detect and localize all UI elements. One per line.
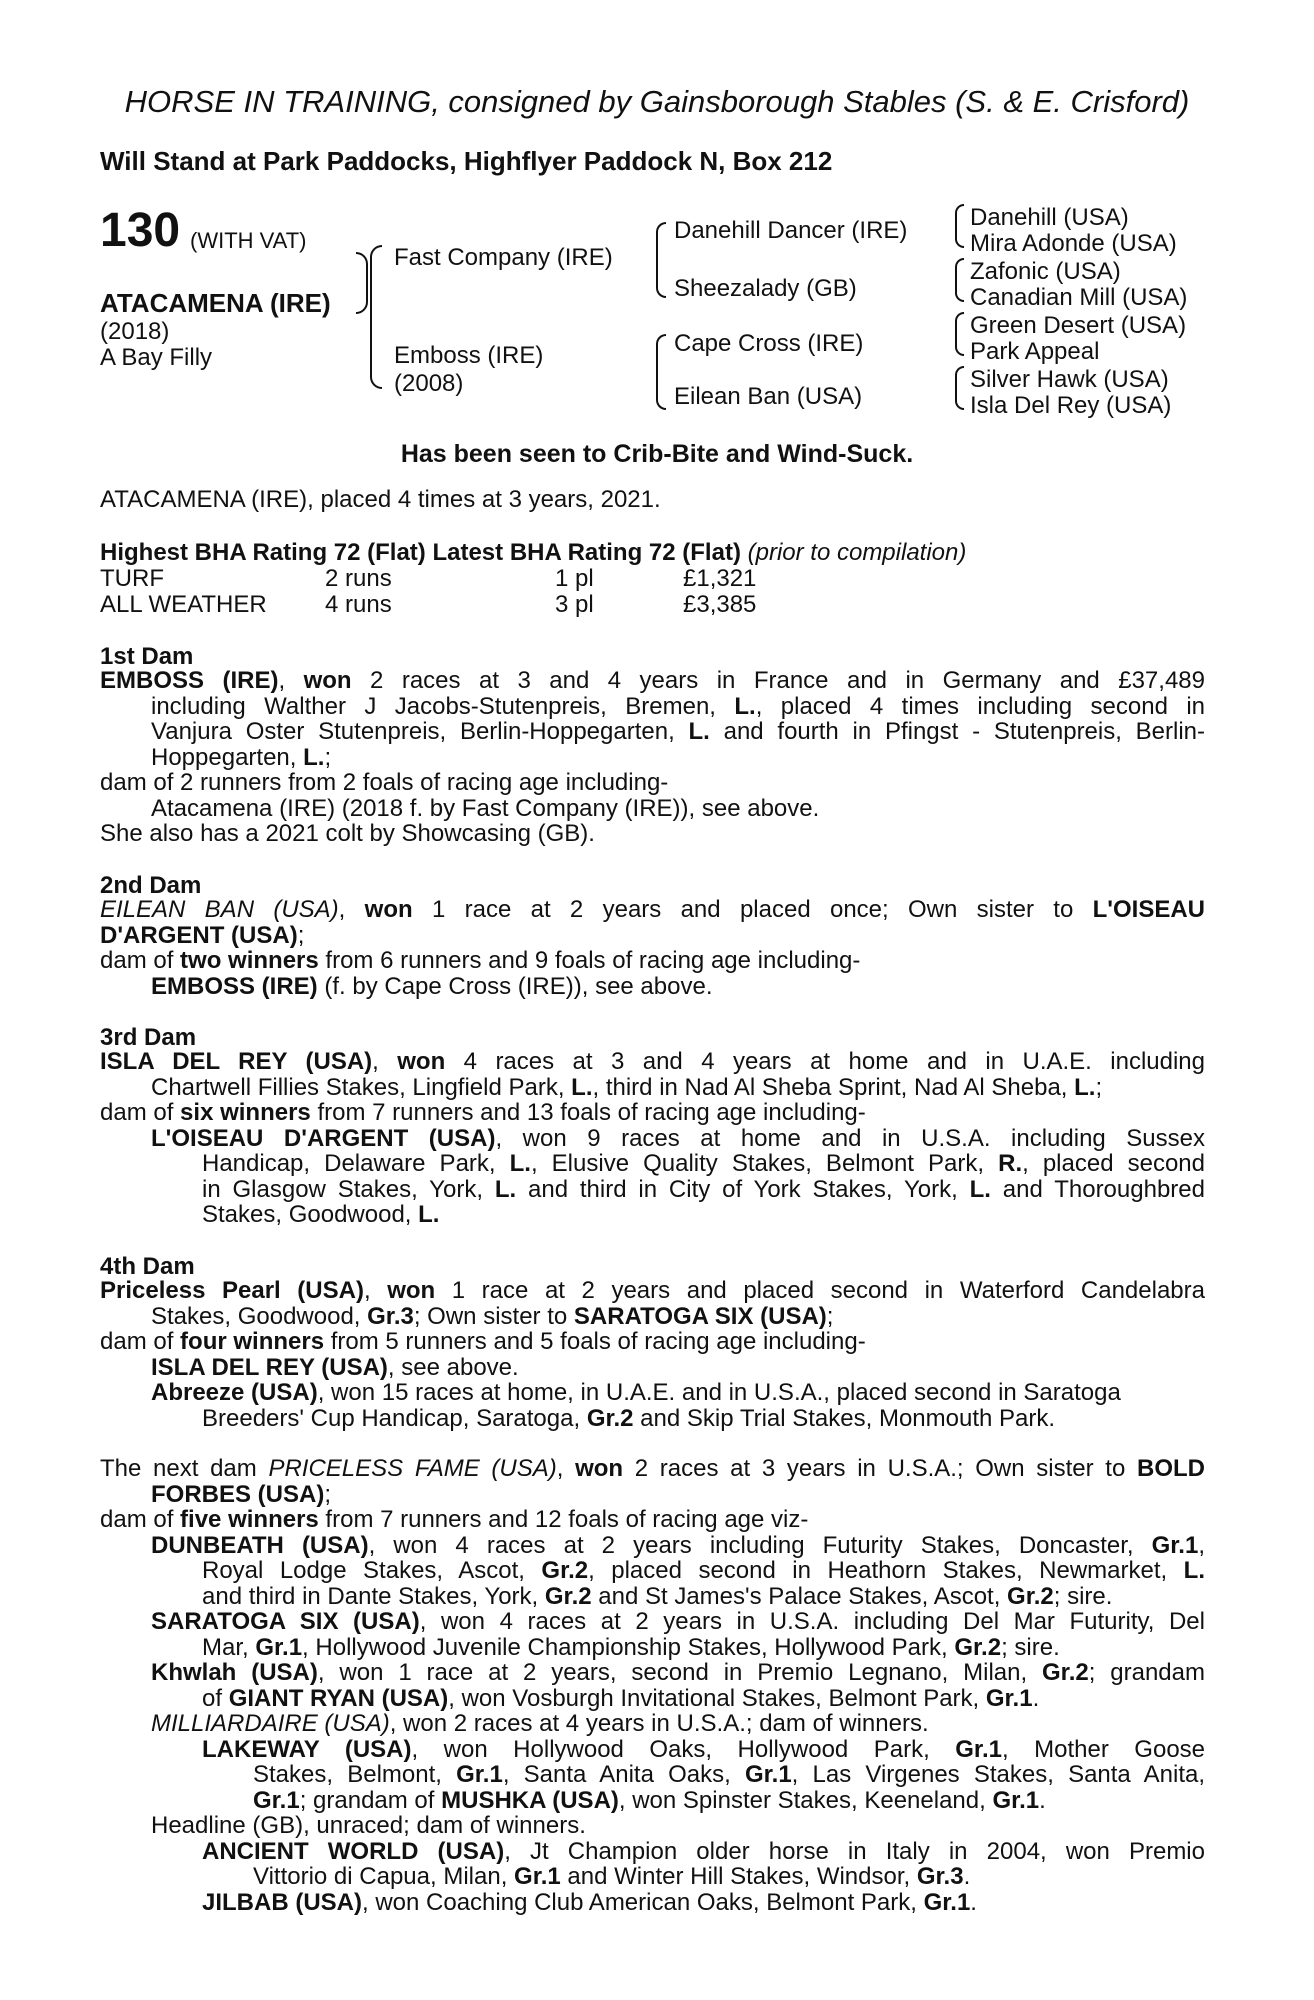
lot-number: 130 xyxy=(100,204,181,257)
brace-ds xyxy=(955,312,964,356)
text-line: ANCIENT WORLD (USA), Jt Champion older horse in Italy in 2004, won Premio xyxy=(202,1838,1205,1865)
text-line: Gr.1; grandam of MUSHKA (USA), won Spinster Stakes, Keeneland, Gr.1. xyxy=(253,1787,1046,1814)
brace-horse xyxy=(356,252,368,314)
text-line: FORBES (USA); xyxy=(151,1481,332,1508)
rating-line xyxy=(100,540,966,566)
section-heading: 2nd Dam xyxy=(100,872,202,899)
pedigree-dds: Silver Hawk (USA) xyxy=(970,366,1169,393)
pedigree-sdd: Canadian Mill (USA) xyxy=(970,284,1188,311)
text-line: Stakes, Belmont, Gr.1, Santa Anita Oaks, Gr.1, Las Virgenes Stakes, Santa Anita, xyxy=(253,1761,1206,1788)
text-line: MILLIARDAIRE (USA), won 2 races at 4 years in U.S.A.; dam of winners. xyxy=(151,1710,929,1737)
horse-year: (2018) xyxy=(100,318,170,345)
consignor-title: HORSE IN TRAINING, consigned by Gainsborough Stables (S. & E. Crisford) xyxy=(124,84,1190,119)
text-line: ISLA DEL REY (USA), won 4 races at 3 and 4 years at home and in U.A.E. including xyxy=(100,1048,1205,1075)
text-line: EILEAN BAN (USA), won 1 race at 2 years and placed once; Own sister to L'OISEAU xyxy=(100,896,1206,923)
text-line: dam of five winners from 7 runners and 12 foals of racing age viz- xyxy=(100,1506,809,1533)
pedigree-dss: Green Desert (USA) xyxy=(970,312,1187,339)
record-prize: £3,385 xyxy=(683,591,757,618)
text-line: Vittorio di Capua, Milan, Gr.1 and Winter Hill Stakes, Windsor, Gr.3. xyxy=(253,1863,971,1890)
record-surface: TURF xyxy=(100,565,164,592)
horse-name: ATACAMENA (IRE) xyxy=(100,288,331,318)
text-line: including Walther J Jacobs-Stutenpreis, Bremen, L., placed 4 times including second in xyxy=(151,693,1206,720)
pedigree-dam: Emboss (IRE) xyxy=(394,342,544,369)
text-line: L'OISEAU D'ARGENT (USA), won 9 races at home and in U.S.A. including Sussex xyxy=(151,1125,1205,1152)
text-line: SARATOGA SIX (USA), won 4 races at 2 years in U.S.A. including Del Mar Futurity, Del xyxy=(151,1608,1205,1635)
brace-dam xyxy=(656,334,666,410)
pedigree-sds: Zafonic (USA) xyxy=(970,258,1121,285)
text-line: dam of two winners from 6 runners and 9 foals of racing age including- xyxy=(100,947,861,974)
rating-bold: Highest BHA Rating 72 (Flat) Latest BHA Rating 72 (Flat) xyxy=(100,539,741,566)
section-heading: 3rd Dam xyxy=(100,1024,197,1051)
pedigree-sss: Danehill (USA) xyxy=(970,204,1129,231)
text-line: Breeders' Cup Handicap, Saratoga, Gr.2 and Skip Trial Stakes, Monmouth Park. xyxy=(202,1405,1056,1432)
text-line: JILBAB (USA), won Coaching Club American Oaks, Belmont Park, Gr.1. xyxy=(202,1889,977,1916)
text-line: Hoppegarten, L.; xyxy=(151,744,332,771)
rating-note: (prior to compilation) xyxy=(747,539,967,566)
section-heading: 4th Dam xyxy=(100,1253,195,1280)
pedigree-ssd: Mira Adonde (USA) xyxy=(970,230,1177,257)
text-line: of GIANT RYAN (USA), won Vosburgh Invitational Stakes, Belmont Park, Gr.1. xyxy=(202,1685,1040,1712)
record-placed: 3 pl xyxy=(555,591,594,618)
text-line: Khwlah (USA), won 1 race at 2 years, second in Premio Legnano, Milan, Gr.2; grandam xyxy=(151,1659,1205,1686)
text-line: in Glasgow Stakes, York, L. and third in City of York Stakes, York, L. and Thoroughbred xyxy=(202,1176,1205,1203)
text-line: Royal Lodge Stakes, Ascot, Gr.2, placed second in Heathorn Stakes, Newmarket, L. xyxy=(202,1557,1205,1584)
record-runs: 4 runs xyxy=(325,591,392,618)
text-line: ISLA DEL REY (USA), see above. xyxy=(151,1354,519,1381)
text-line: dam of 2 runners from 2 foals of racing age including- xyxy=(100,769,669,796)
text-line: Stakes, Goodwood, L. xyxy=(202,1201,440,1228)
text-line: Headline (GB), unraced; dam of winners. xyxy=(151,1812,586,1839)
text-line: LAKEWAY (USA), won Hollywood Oaks, Hollywood Park, Gr.1, Mother Goose xyxy=(202,1736,1206,1763)
text-line: Priceless Pearl (USA), won 1 race at 2 years and placed second in Waterford Candelabra xyxy=(100,1277,1205,1304)
text-line: and third in Dante Stakes, York, Gr.2 and St James's Palace Stakes, Ascot, Gr.2; sire. xyxy=(202,1583,1113,1610)
record-prize: £1,321 xyxy=(683,565,757,592)
pedigree-dam-dam: Eilean Ban (USA) xyxy=(674,383,863,410)
text-line: D'ARGENT (USA); xyxy=(100,922,305,949)
brace-dd xyxy=(955,366,964,410)
text-line: Abreeze (USA), won 15 races at home, in U.A.E. and in U.S.A., placed second in Saratoga xyxy=(151,1379,1121,1406)
pedigree-dam-sire: Cape Cross (IRE) xyxy=(674,330,864,357)
pedigree-dsd: Park Appeal xyxy=(970,338,1100,365)
record-surface: ALL WEATHER xyxy=(100,591,267,618)
pedigree-sire-dam: Sheezalady (GB) xyxy=(674,275,857,302)
text-line: dam of four winners from 5 runners and 5 foals of racing age including- xyxy=(100,1328,866,1355)
stand-location: Will Stand at Park Paddocks, Highflyer Paddock N, Box 212 xyxy=(100,146,833,176)
vice-notice: Has been seen to Crib-Bite and Wind-Suck. xyxy=(400,440,914,468)
text-line: Chartwell Fillies Stakes, Lingfield Park, L., third in Nad Al Sheba Sprint, Nad Al Sheba, L.; xyxy=(151,1074,1103,1101)
text-line: Stakes, Goodwood, Gr.3; Own sister to SARATOGA SIX (USA); xyxy=(151,1303,834,1330)
vat-note: (WITH VAT) xyxy=(190,228,307,253)
section-heading: 1st Dam xyxy=(100,643,194,670)
horse-description: A Bay Filly xyxy=(100,344,213,371)
text-line: She also has a 2021 colt by Showcasing (GB). xyxy=(100,820,595,847)
pedigree-sire-sire: Danehill Dancer (IRE) xyxy=(674,217,908,244)
brace-ss xyxy=(955,204,964,248)
text-line: Handicap, Delaware Park, L., Elusive Quality Stakes, Belmont Park, R., placed second xyxy=(202,1150,1205,1177)
text-line: The next dam PRICELESS FAME (USA), won 2 races at 3 years in U.S.A.; Own sister to BOLD xyxy=(100,1455,1205,1482)
record-runs: 2 runs xyxy=(325,565,392,592)
brace-sire xyxy=(656,222,666,298)
text-line: Vanjura Oster Stutenpreis, Berlin-Hoppegarten, L. and fourth in Pfingst - Stutenpreis, Berlin- xyxy=(151,718,1206,745)
text-line: DUNBEATH (USA), won 4 races at 2 years including Futurity Stakes, Doncaster, Gr.1, xyxy=(151,1532,1205,1559)
record-placed: 1 pl xyxy=(555,565,594,592)
pedigree-dam-year: (2008) xyxy=(394,370,464,397)
text-line: Atacamena (IRE) (2018 f. by Fast Company (IRE)), see above. xyxy=(151,795,820,822)
pedigree-ddd: Isla Del Rey (USA) xyxy=(970,392,1172,419)
brace-sd xyxy=(955,258,964,302)
text-line: dam of six winners from 7 runners and 13 foals of racing age including- xyxy=(100,1099,866,1126)
text-line: EMBOSS (IRE) (f. by Cape Cross (IRE)), see above. xyxy=(151,973,713,1000)
pedigree-sire: Fast Company (IRE) xyxy=(394,244,613,271)
race-summary: ATACAMENA (IRE), placed 4 times at 3 years, 2021. xyxy=(100,486,661,513)
text-line: EMBOSS (IRE), won 2 races at 3 and 4 years in France and in Germany and £37,489 xyxy=(100,667,1205,694)
brace-parents xyxy=(370,245,382,389)
text-line: Mar, Gr.1, Hollywood Juvenile Championship Stakes, Hollywood Park, Gr.2; sire. xyxy=(202,1634,1060,1661)
